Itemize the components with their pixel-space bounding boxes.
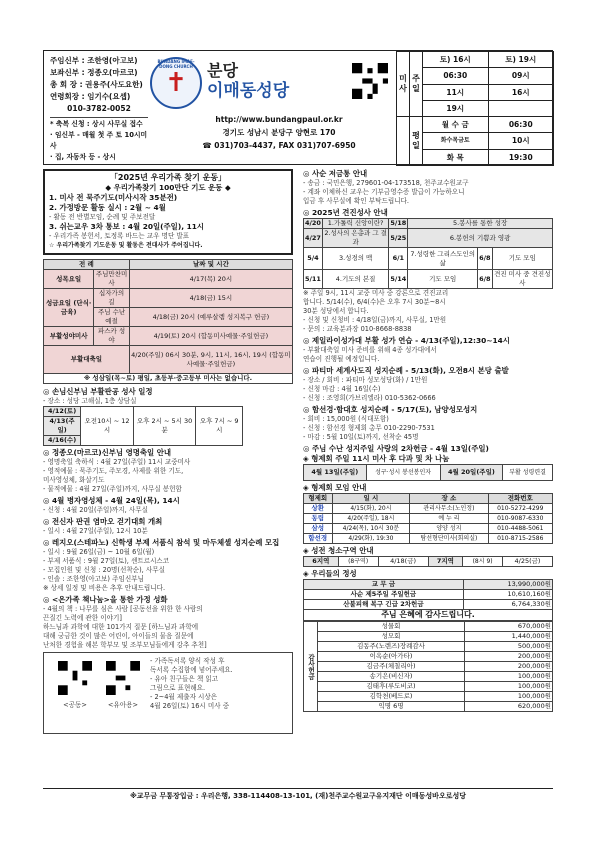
section-line: 끈질긴 노력에 관한 이야기] bbox=[43, 614, 122, 622]
staff-line: 주임신부 : 조한영(아고보) bbox=[50, 56, 138, 65]
donor-amount: 200,000원 bbox=[465, 662, 553, 672]
church-logo bbox=[150, 57, 202, 109]
footer-account: ※교무금 무통장입금 : 우리은행, 338-114408-13-101, (재)천주교수원교구유지재단 이매동성바오로성당 bbox=[43, 788, 553, 801]
mass-time: 토) 16시 bbox=[423, 52, 489, 68]
section-line: - 회비 : 15,000원 (식대포함) bbox=[303, 415, 389, 423]
mass-time: 19시 bbox=[423, 100, 489, 116]
notice-line: * 축복 신청 : 상시 사무실 접수 bbox=[50, 120, 143, 128]
qr-code-icon[interactable] bbox=[106, 661, 140, 695]
group-table: 형제회 일 시 장 소 전화번호 상환 4/15(화), 20시 관리사무소(노인정) 010-5272-4299 동림 4/20(주일), 18시 예 누 리 010-9087-6330 삼성 4/24(목), 10시 30분 양양 성지 010-4488-5061 함선경 4/29(화), 19:30 탐선형단미사(회의실) 010-8715-2586 bbox=[303, 493, 553, 544]
weekday-time: 10시 bbox=[488, 133, 554, 149]
website-link[interactable]: http://www.bundangpaul.or.kr bbox=[215, 115, 343, 124]
section-line: - 신청 : 조영희(가브리엘라) 010-5362-0666 bbox=[303, 394, 436, 402]
section-line: - 4월의 책 : 나무를 심은 사람 [공동선을 위한 한 사람의 bbox=[43, 605, 203, 613]
church-title bbox=[207, 61, 289, 101]
table-row: 삼성 4/24(목), 10시 30분 양양 성지 010-4488-5061 bbox=[304, 524, 553, 534]
donor-name: 김동주(노렌즈)장례감사 bbox=[318, 642, 465, 652]
donor-name: 김태후(루도비코) bbox=[318, 682, 465, 692]
section-title: ◎ 2025년 견진성사 안내 bbox=[303, 208, 388, 217]
donor-name: 익명 6명 bbox=[318, 702, 465, 712]
campaign-item: - 우리가족 봉헌서, 토정록 바드는 교우 명단 발표 bbox=[49, 232, 190, 240]
section-line: ※ 주일 9시, 11시 교중 미사 중 강론으로 견진교리 bbox=[303, 289, 449, 297]
section-line: - 장소 : 성당 고해실, 1층 상담실 bbox=[43, 397, 137, 405]
notice-line: · 집, 자동차 등 - 상시 bbox=[50, 153, 116, 161]
donor-amount: 200,000원 bbox=[465, 652, 553, 662]
section-line: - 신청 : 함선경 형제회 총무 010-2290-7531 bbox=[303, 424, 435, 432]
right-column bbox=[303, 169, 553, 712]
qr-section bbox=[43, 652, 293, 734]
donor-amount: 100,000원 bbox=[465, 682, 553, 692]
section-title: ◎ <온가족 책나눔>을 통한 가정 성화 bbox=[43, 595, 168, 604]
donor-table bbox=[303, 621, 553, 712]
qr-text: - 가족독서록 양식 작성 후 독서록 수집함에 넣어주세요. - 유아 친구들은 책 읽고 그림으로 표현해요. - 2~4월 제출자 시상은 4월 26일(토) 16시 미사 중 bbox=[150, 657, 233, 710]
section-title: ◎ 손님신부님 부활판공 성사 일정 bbox=[43, 387, 153, 396]
section-line: - 부활대축일 미사 준비를 위해 4종 성가대에서 bbox=[303, 346, 437, 354]
table-row: 상환 4/15(화), 20시 관리사무소(노인정) 010-5272-4299 bbox=[304, 504, 553, 514]
section-line: ※ 상세 일정 및 비용은 추후 안내드립니다. bbox=[43, 584, 166, 592]
mass-time: 토) 19시 bbox=[488, 52, 554, 68]
table-row: 부활성야미사 파스카 성야 4/19(토) 20시 (합동미사예물·주일헌금) bbox=[44, 327, 293, 346]
staff-line: 총 회 장 : 권용주(사도요한) bbox=[50, 80, 143, 89]
staff-block bbox=[50, 55, 148, 163]
staff-line: 보좌신부 : 정종오(마르코) bbox=[50, 68, 138, 77]
holyweek-note: ※ 성삼일(목~토) 평일, 초등부·중고등부 미사는 없습니다. bbox=[44, 374, 293, 384]
weekday-day: 월 수 금 bbox=[423, 117, 489, 133]
table-row: 부활대축일 4/20(주일) 06시 30분, 9시, 11시, 16시, 19시 (합동미사예물·주일헌금) bbox=[44, 346, 293, 374]
section-title: ◎ 전신자 판권 염마오 걷기대회 개최 bbox=[43, 517, 163, 526]
address: 경기도 성남시 분당구 양현로 170 bbox=[222, 128, 336, 137]
campaign-subtitle: ◆ 우리가족찾기 100만단 기도 운동 ◆ bbox=[105, 183, 231, 192]
palm-table: 4월 13일(주일) 성구·성시 봉선봉인자 4월 20일(주일) 부활 성령련결 bbox=[303, 464, 553, 481]
staff-phone: 010-3782-0052 bbox=[67, 104, 131, 113]
section-line: - 계좌 이체하신 교우는 기부금영수증 발급이 가능하오니 bbox=[303, 188, 465, 196]
holyweek-table bbox=[43, 259, 293, 384]
table-header: 날짜 및 시간 bbox=[129, 260, 292, 270]
table-row bbox=[304, 692, 553, 702]
section-line: 30분 성당에서 합니다. bbox=[303, 307, 369, 315]
mass-schedule bbox=[396, 51, 554, 166]
section-line: - 신청 : 4월 20일(주일)까지, 사무실 bbox=[43, 506, 148, 514]
weekday-day: 화 목 bbox=[423, 149, 489, 165]
section-title: ◎ 레지오(스테파노) 신학생 부제 서품식 참석 및 마두체셸 성지순례 모집 bbox=[43, 538, 280, 547]
section-line: - 영명축일 축하식 : 4월 27일(주일) 11시 교중미사 bbox=[43, 458, 191, 466]
contact-info bbox=[164, 113, 394, 152]
section-line: - 물적예물 : 4월 27일(주일)까지, 사무실 봉헌함 bbox=[43, 485, 182, 493]
section-title: ◎ 함선경·함대호 성지순례 - 5/17(토), 남양성모성지 bbox=[303, 405, 478, 414]
campaign-item: - 활동 전 반별모임, 순례 및 주보전달 bbox=[49, 213, 156, 221]
section-title: ◎ 제일라이성가대 부활 성가 연습 - 4/13(주일),12:30~14시 bbox=[303, 336, 510, 345]
bulletin-page bbox=[43, 50, 553, 805]
notice-line: · 임신부 - 매월 첫 주 토 10시미사 bbox=[50, 131, 148, 150]
campaign-item: 2. 가정방문 활동 실시 : 2월 ~ 4월 bbox=[49, 203, 166, 212]
offering-table: 교 무 금 13,990,000원 사순 제5주일 주일헌금 10,610,160원 산불피해 복구 긴급 2차헌금 6,764,330원 bbox=[303, 579, 553, 610]
mass-time bbox=[488, 100, 554, 116]
section-line: - 장소 / 회비 : 파티마 성모성당(화) / 1만원 bbox=[303, 376, 428, 384]
donor-name: 김학천(베드로) bbox=[318, 692, 465, 702]
retreat-table: 4/20 1.가톨릭 신앙이란? 5/18 5.봉사를 통한 성장 4/27 2.성사의 은총과 그 결과 5/25 6.봉헌의 기쁨과 영광 5/4 3.성경의 맥 6/1 7.성령한 그리스도인의 삶 6/8 기도 모임 5/11 4.기도의 본질 5/14 기도 모임 6/8 견진 미사 중 견진성사 bbox=[305, 219, 551, 287]
weekday-label: 평 일 bbox=[410, 117, 423, 166]
section-line: - 마감 : 5월 10일(토)까지, 선착순 45명 bbox=[303, 433, 419, 441]
campaign-item: 1. 미사 전 묵주기도(미사시작 35분전) bbox=[49, 193, 178, 202]
section-title: ◈ 우리들의 정성 bbox=[303, 569, 357, 578]
section-line: 입금 후 사무실에 확인 부탁드립니다. bbox=[303, 197, 410, 205]
mass-label: 미사 bbox=[397, 52, 410, 117]
notice-list bbox=[43, 448, 293, 650]
donor-side-label: 감사헌금 bbox=[304, 622, 318, 712]
section-line: 대해 궁금한 것이 많은 어린이, 아이들의 물음 질문에 bbox=[43, 632, 194, 640]
weekday-day: 화수목금토 bbox=[423, 133, 489, 149]
section-title: ◎ 파티마 세계사도직 성지순례 - 5/13(화), 오전8시 본당 출발 bbox=[303, 366, 509, 375]
section-line: - 송금 : 국민은행, 279601-04-173518, 천주교수원교구 bbox=[303, 179, 469, 187]
table-row bbox=[304, 662, 553, 672]
table-row bbox=[304, 682, 553, 692]
donor-name: 송기은(비신자) bbox=[318, 672, 465, 682]
thanks-line: 주님 은혜에 감사드립니다. bbox=[303, 610, 553, 621]
section-line: - 부제 서품식 : 9월 27일(토), 센트르시스코 bbox=[43, 557, 170, 565]
table-row: 함선경 4/29(화), 19:30 탐선형단미사(회의실) 010-8715-2586 bbox=[304, 534, 553, 544]
clean-table: 6지역 (8구역) 4/18(금) 7지역 (8시 9) 4/25(금) bbox=[303, 556, 553, 567]
section-line: 합니다. 5/14(수), 6/4(수)은 오후 7시 30분~8시 bbox=[303, 298, 446, 306]
donor-name: 성물회 bbox=[318, 622, 465, 632]
campaign-item: 3. 쉬는교우 3차 통보 : 4월 20일(주일), 11시 bbox=[49, 222, 205, 231]
table-row bbox=[304, 672, 553, 682]
staff-line: 연령회장 : 임기수(요셉) bbox=[50, 92, 131, 101]
section-title: ◎ 주님 수난 성지주일 사랑의 2차헌금 - 4월 13일(주일) bbox=[303, 444, 489, 453]
campaign-box bbox=[43, 169, 293, 255]
section-line: - 일시 : 4월 27일(주일), 12시 10분 bbox=[43, 527, 148, 535]
donor-amount: 670,000원 bbox=[465, 622, 553, 632]
left-column bbox=[43, 169, 293, 734]
section-title: ◈ 형제회 모임 안내 bbox=[303, 483, 367, 492]
donor-amount: 100,000원 bbox=[465, 672, 553, 682]
table-row: 주님 수난 예절 4/18(금) 20시 (예루살렘 성지복구 헌금) bbox=[44, 308, 293, 327]
campaign-title: 「2025년 우리가족 찾기 운동」 bbox=[109, 173, 227, 182]
section-title: ◎ 4월 병자영성체 - 4월 24일(목), 14시 bbox=[43, 496, 180, 505]
table-row bbox=[304, 642, 553, 652]
section-line: 하느님과 과학에 대한 101가지 질문 [하느님과 과학에 bbox=[43, 623, 199, 631]
section-line: - 신청 및 신청비 : 4/18일(금)까지, 사무실, 1만원 bbox=[303, 316, 447, 324]
section-line: - 일시 : 9월 26일(금) ~ 10월 6일(월) bbox=[43, 548, 155, 556]
section-line: - 인솔 : 조한영(아고보) 주임신부님 bbox=[43, 575, 144, 583]
section-line: - 모집인원 및 신청 : 20명(선착순), 사무실 bbox=[43, 566, 165, 574]
donor-amount: 100,000원 bbox=[465, 692, 553, 702]
table-row: 성금요일 (단식·금육) 십자가의 길 4/18(금) 15시 bbox=[44, 289, 293, 308]
qr-code-icon[interactable] bbox=[58, 661, 92, 695]
table-row bbox=[304, 632, 553, 642]
mass-time: 16시 bbox=[488, 84, 554, 100]
qr-caption: <공동> bbox=[63, 701, 87, 709]
table-row: 동림 4/20(주일), 18시 예 누 리 010-9087-6330 bbox=[304, 514, 553, 524]
table-row bbox=[304, 622, 553, 632]
donor-amount: 620,000원 bbox=[465, 702, 553, 712]
sacrament-section bbox=[43, 387, 293, 446]
weekday-time: 06:30 bbox=[488, 117, 554, 133]
weekday-time: 19:30 bbox=[488, 149, 554, 165]
logo-text: BUNDANG IMAE-DONG CHURCH bbox=[157, 59, 195, 69]
section-line: 미사영성체, 화살기도 bbox=[43, 476, 105, 484]
section-line: - 신청 마감 : 4월 16일(수) bbox=[303, 385, 381, 393]
section-subtitle: ◈ 형제회 주일 11시 미사 후 다과 및 차 나눔 bbox=[303, 454, 450, 463]
header bbox=[43, 50, 553, 165]
mass-time: 09시 bbox=[488, 68, 554, 84]
title-line: 분당 bbox=[207, 61, 238, 80]
sunday-label: 주 일 bbox=[410, 52, 423, 117]
table-row bbox=[304, 652, 553, 662]
donor-name: 김금주(체칠리아) bbox=[318, 662, 465, 672]
sacrament-table: 4/12(토) 오전10시 ~ 12시 오후 2시 ~ 5시 30분 오후 7시 ~ 9시 4/13(주일) 4/16(수) bbox=[43, 406, 243, 446]
section-title: ◎ 사순 저금통 안내 bbox=[303, 169, 368, 178]
section-line: 난처한 경험을 해본 학부모 및 조부모님들에게 강추 추천] bbox=[43, 641, 207, 649]
section-title: ◈ 성전 청소구역 안내 bbox=[303, 546, 374, 555]
donor-amount: 500,000원 bbox=[465, 642, 553, 652]
table-row: 성목요일 주님만찬미사 4/17(목) 20시 bbox=[44, 270, 293, 289]
title-line: 이매동성당 bbox=[207, 81, 290, 101]
notice-block bbox=[50, 117, 148, 163]
phone-fax: ☎ 031)703-4437, FAX 031)707-6950 bbox=[202, 141, 356, 150]
section-line: 연습이 진행될 예정입니다. bbox=[303, 355, 380, 363]
section-title: ◎ 정종오(마르코)신부님 영명축일 안내 bbox=[43, 448, 172, 457]
qr-code-icon[interactable] bbox=[352, 63, 388, 99]
cross-icon: ✝ bbox=[165, 68, 187, 98]
table-header: 전 례 bbox=[44, 260, 130, 270]
mass-time: 11시 bbox=[423, 84, 489, 100]
campaign-item: ☆ 우리가족찾기 기도운동 및 활동은 전대사가 주어집니다. bbox=[49, 242, 203, 249]
donor-amount: 1,440,000원 bbox=[465, 632, 553, 642]
qr-caption: <유아용> bbox=[107, 701, 139, 709]
donor-name: 성모회 bbox=[318, 632, 465, 642]
section-line: - 영적예물 : 묵주기도, 주모경, 사제를 위한 기도, bbox=[43, 467, 184, 475]
donor-name: 이옥순(아가타) bbox=[318, 652, 465, 662]
mass-time: 06:30 bbox=[423, 68, 489, 84]
table-row bbox=[304, 702, 553, 712]
section-line: - 문의 : 교육분과장 010-8668-8838 bbox=[303, 325, 412, 333]
